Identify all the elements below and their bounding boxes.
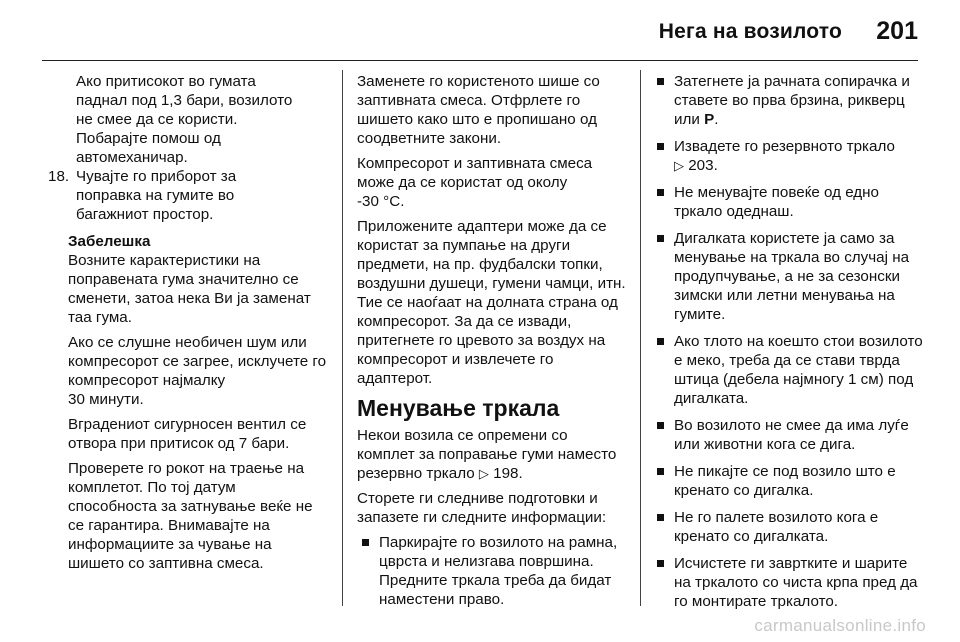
section-heading: Менување тркала [357,395,560,421]
bullet-icon [657,560,664,567]
list-item: Извадете го резервното тркало ▷ 203. [652,137,924,175]
step-17-continuation: Ако притисокот во гумата паднал под 1,3 бари, возилото не смее да се користи. Побарајте помош од автомеханичар. [76,73,293,166]
list-item: Не го палете возилото кога е кренато со дигалката. [652,508,924,546]
paragraph: Проверете го рокот на траење на комплетот. По тој датум способноста за затнување веќе не се гарантира. Внимавајте на информациите за чување на шишето со заптивна смеса. [68,460,313,572]
page-number: 201 [876,17,918,45]
bullet-icon [657,422,664,429]
note-block [48,232,328,573]
paragraph: Заменете го користеното шише со заптивната смеса. Отфрлете го шишето како што е пропишано од соодветните закони. [357,73,600,147]
bullet-icon [362,539,369,546]
paragraph: Приложените адаптери може да се користат за пумпање на други предмети, на пр. фудбалски топки, воздушни душеци, гумени чамци, итн. Тие се наоѓаат на долната страна од компресорот. За да се извади, притегнете го цревото за воздух на компресорот и извлечете го адаптерот. [357,218,626,387]
page-header [0,0,960,62]
cross-reference-icon: ▷ [478,466,489,481]
bullet-icon [657,235,664,242]
watermark: carmanualsonline.info [754,616,926,635]
list-item: Не пикајте се под возило што е кренато со дигалка. [652,462,924,500]
note-text: Возните карактеристики на поправената гума значително се сменети, затоа нека Ви ја заменат таа гума. [68,252,311,326]
note-title: Забелешка [68,233,151,250]
column-divider-2 [640,70,641,606]
header-rule [42,60,918,61]
column-left [48,72,328,579]
cross-reference-icon: ▷ [674,158,684,173]
column-middle [357,72,629,617]
paragraph: Компресорот и заптивната смеса може да се користат од околу -30 °C. [357,155,593,210]
bullet-icon [657,143,664,150]
list-item: Паркирајте го возилото на рамна, цврста и нелизгава површина. Предните тркала треба да бидат наместени право. [357,533,629,609]
list-item: Ако тлото на коешто стои возилото е меко, треба да се стави тврда штица (дебела најмногу 1 см) под дигалката. [652,332,924,408]
bullet-icon [657,338,664,345]
section-title: Нега на возилото [658,20,842,43]
bullet-icon [657,189,664,196]
bullet-icon [657,78,664,85]
column-divider-1 [342,70,343,606]
list-item: Не менувајте повеќе од едно тркало одеднаш. [652,183,924,221]
bullet-icon [657,468,664,475]
step-number: 18. [48,168,70,185]
gear-label: P [704,111,715,128]
paragraph: Некои возила се опремени со комплет за поправање гуми наместо резервно тркало ▷ 198. [357,427,617,482]
list-item: Затегнете ја рачната сопирачка и ставете во прва брзина, рикверц или P. [652,72,924,129]
paragraph: Ако се слушне необичен шум или компресорот се загрее, исклучете го компресорот најмалку 30 минути. [68,334,327,408]
list-item: Дигалката користете ја само за менување на тркала во случај на продупчување, а не за сезонски зимски или летни менувања на гумите. [652,229,924,324]
bullet-icon [657,514,664,521]
list-item: Исчистете ги завртките и шарите на тркалото со чиста крпа пред да го монтирате тркалото. [652,554,924,611]
paragraph: Вградениот сигурносен вентил се отвора при притисок од 7 бари. [68,416,307,452]
column-right [652,72,924,619]
paragraph: Сторете ги следниве подготовки и запазете ги следните информации: [357,490,607,526]
step-18: 18. Чувајте го приборот за поправка на гумите во багажниот простор. [48,168,237,223]
list-item: Во возилото не смее да има луѓе или животни кога се дига. [652,416,924,454]
